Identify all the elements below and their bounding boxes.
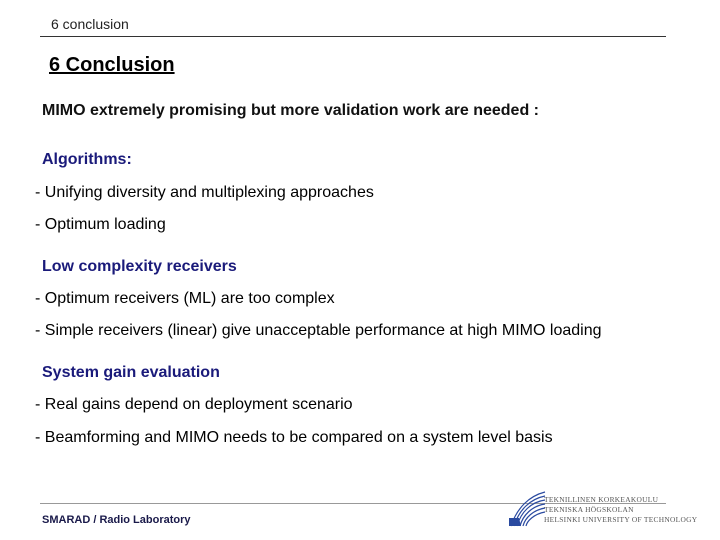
footer-label: SMARAD / Radio Laboratory <box>42 514 191 526</box>
bullet-item: - Optimum loading <box>35 216 166 233</box>
bullet-item: - Beamforming and MIMO needs to be compared on a system level basis <box>35 429 553 446</box>
header-title: 6 conclusion <box>51 16 129 32</box>
header-divider <box>40 36 666 37</box>
slide-title: 6 Conclusion <box>49 54 175 76</box>
bullet-item: - Simple receivers (linear) give unacceptable performance at high MIMO loading <box>35 322 602 339</box>
bullet-item: - Optimum receivers (ML) are too complex <box>35 290 335 307</box>
section-heading-system-gain: System gain evaluation <box>42 364 220 381</box>
bullet-item: - Real gains depend on deployment scenario <box>35 396 353 413</box>
university-logo-icon <box>507 488 547 528</box>
logo-line: TEKNILLINEN KORKEAKOULU <box>544 495 659 504</box>
section-heading-algorithms: Algorithms: <box>42 151 132 168</box>
university-logo-text <box>544 495 697 525</box>
intro-statement: MIMO extremely promising but more validation work are needed : <box>42 102 539 119</box>
bullet-item: - Unifying diversity and multiplexing approaches <box>35 184 374 201</box>
logo-line: HELSINKI UNIVERSITY OF TECHNOLOGY <box>544 515 698 524</box>
logo-line: TEKNISKA HÖGSKOLAN <box>544 505 634 514</box>
section-heading-receivers: Low complexity receivers <box>42 258 237 275</box>
